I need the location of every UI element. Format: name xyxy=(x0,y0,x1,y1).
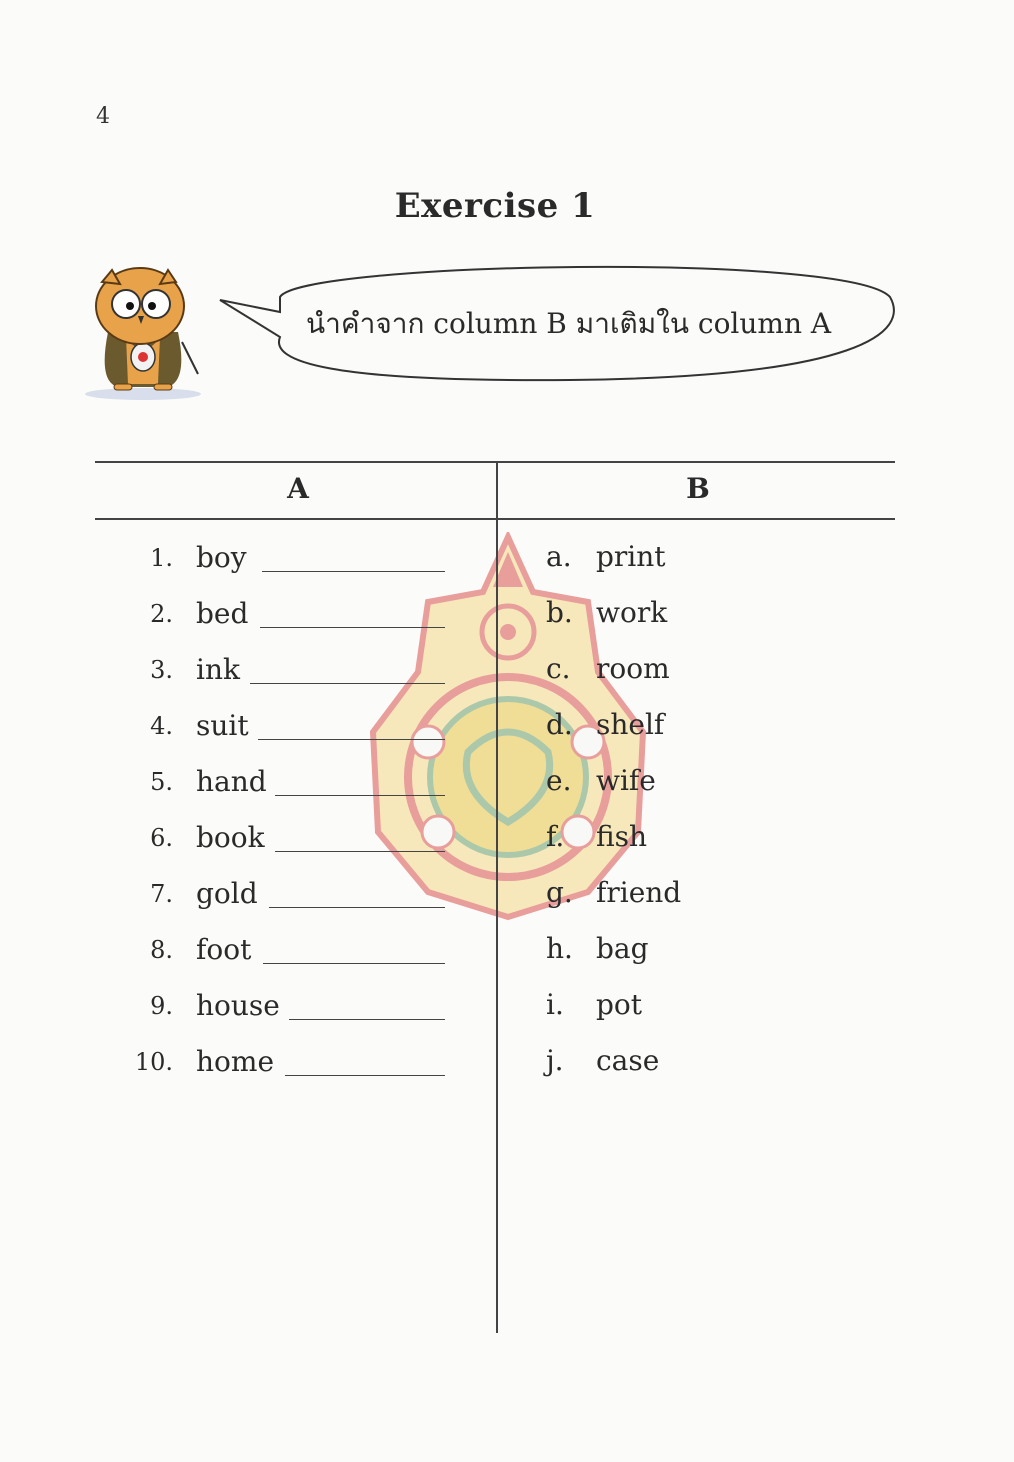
item-word: suit xyxy=(196,709,249,742)
column-b-item-c xyxy=(546,649,846,689)
item-letter: d. xyxy=(546,708,573,741)
item-number: 8. xyxy=(150,936,173,964)
column-b-item-j xyxy=(546,1041,846,1081)
owl-teacher-icon xyxy=(78,262,208,400)
column-a-item-4 xyxy=(100,706,445,746)
answer-blank[interactable] xyxy=(260,627,445,628)
column-b-item-e xyxy=(546,761,846,801)
item-word: boy xyxy=(196,541,247,574)
instruction-text: นำคำจาก column B มาเติมใน column A xyxy=(306,307,832,340)
column-a-item-10 xyxy=(100,1042,445,1082)
item-word: fish xyxy=(596,820,648,853)
item-word: pot xyxy=(596,988,643,1021)
column-a-item-2 xyxy=(100,594,445,634)
answer-blank[interactable] xyxy=(250,683,445,684)
column-a-item-3 xyxy=(100,650,445,690)
answer-blank[interactable] xyxy=(289,1019,445,1020)
column-b-item-h xyxy=(546,929,846,969)
item-number: 5. xyxy=(150,768,173,796)
column-a-item-1 xyxy=(100,538,445,578)
item-letter: c. xyxy=(546,652,571,685)
column-b-item-a xyxy=(546,537,846,577)
item-number: 7. xyxy=(150,880,173,908)
item-word: bed xyxy=(196,597,249,630)
answer-blank[interactable] xyxy=(285,1075,445,1076)
item-number: 1. xyxy=(150,544,173,572)
item-letter: f. xyxy=(546,820,565,853)
item-word: case xyxy=(596,1044,660,1077)
item-number: 9. xyxy=(150,992,173,1020)
column-divider xyxy=(496,461,498,1333)
exercise-title: Exercise 1 xyxy=(394,186,596,226)
column-a-item-6 xyxy=(100,818,445,858)
column-b-item-i xyxy=(546,985,846,1025)
item-number: 2. xyxy=(150,600,173,628)
item-word: book xyxy=(196,821,265,854)
item-letter: i. xyxy=(546,988,564,1021)
table-top-rule xyxy=(95,461,895,463)
column-a-item-8 xyxy=(100,930,445,970)
item-letter: a. xyxy=(546,540,572,573)
column-a-item-9 xyxy=(100,986,445,1026)
column-a-item-5 xyxy=(100,762,445,802)
item-number: 3. xyxy=(150,656,173,684)
item-word: foot xyxy=(196,933,252,966)
item-word: house xyxy=(196,989,280,1022)
item-word: shelf xyxy=(596,708,665,741)
item-letter: g. xyxy=(546,876,573,909)
column-a-item-7 xyxy=(100,874,445,914)
item-number: 10. xyxy=(134,1048,173,1076)
item-letter: h. xyxy=(546,932,573,965)
table-header-rule xyxy=(95,518,895,520)
answer-blank[interactable] xyxy=(263,963,445,964)
answer-blank[interactable] xyxy=(258,739,445,740)
column-b-item-g xyxy=(546,873,846,913)
item-word: ink xyxy=(196,653,240,686)
item-number: 4. xyxy=(150,712,173,740)
item-letter: e. xyxy=(546,764,572,797)
answer-blank[interactable] xyxy=(269,907,445,908)
column-a-heading: A xyxy=(287,472,309,505)
answer-blank[interactable] xyxy=(262,571,445,572)
item-word: wife xyxy=(596,764,656,797)
item-word: gold xyxy=(196,877,258,910)
item-word: room xyxy=(596,652,670,685)
item-word: friend xyxy=(596,876,682,909)
item-letter: b. xyxy=(546,596,573,629)
item-word: print xyxy=(596,540,666,573)
item-word: bag xyxy=(596,932,649,965)
page-number: 4 xyxy=(96,104,110,129)
item-word: hand xyxy=(196,765,267,798)
answer-blank[interactable] xyxy=(275,795,445,796)
item-number: 6. xyxy=(150,824,173,852)
answer-blank[interactable] xyxy=(275,851,445,852)
column-b-item-b xyxy=(546,593,846,633)
item-word: work xyxy=(596,596,668,629)
column-b-item-f xyxy=(546,817,846,857)
item-letter: j. xyxy=(546,1044,564,1077)
item-word: home xyxy=(196,1045,275,1078)
column-b-item-d xyxy=(546,705,846,745)
column-b-heading: B xyxy=(686,472,710,505)
